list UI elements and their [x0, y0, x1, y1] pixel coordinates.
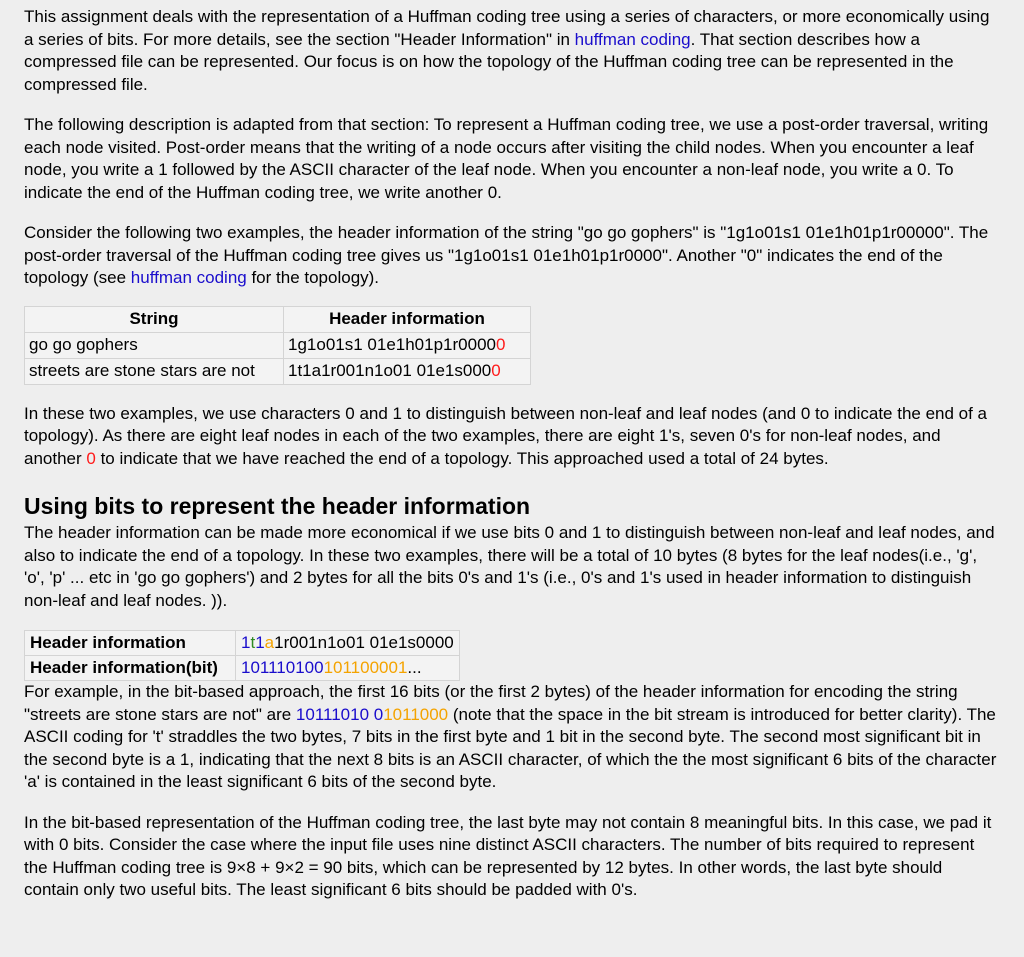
colored-bits: 101100001 [323, 658, 408, 677]
header-end-zero: 0 [495, 334, 506, 354]
header-rest: 1r001n1o01 01e1s0000 [274, 633, 454, 652]
header-main: 1t1a1r001n1o01 01e1s000 [288, 360, 492, 380]
bits-table [24, 630, 460, 681]
header-end-zero: 0 [491, 360, 501, 380]
leaf-text-end: to indicate that we have reached the end of a topology. This approached used a total of 24 bytes. [95, 448, 829, 468]
padding-paragraph: In the bit-based representation of the Huffman coding tree, the last byte may not contain 8 meaningful bits. In this case, we pad it with 0 bits. Consider the case where the input file uses nine distinct ASCII characters. The number of bits required to represent the Huffman coding tree is 9×8 + 9×2 = 90 bits, which can be represented by 12 bytes. In other words, the last byte should contain only two useful bits. The least significant 6 bits should be padded with 0's. [24, 812, 992, 899]
examples-text: Consider the following two examples, the header information of the string "go go gophers" is "1g1o01s1 01e1h01p1r00000". The post-order traversal of the Huffman coding tree gives us "1g1o01s1 01e1h01p1r0000". Another "0" indicates the end of the topology (see [24, 223, 989, 287]
blue-bits: 10111010 0 [295, 704, 384, 724]
orange-bits: 1011000 [383, 704, 449, 724]
column-header-string: String [25, 306, 284, 332]
header-main: 1g1o01s1 01e1h01p1r0000 [288, 334, 496, 354]
colored-bit: 1 [241, 633, 251, 652]
table-cell-string: go go gophers [25, 332, 284, 358]
examples-table [24, 306, 531, 385]
table-row [25, 656, 460, 681]
colored-char: a [264, 633, 275, 652]
table-cell-header [284, 332, 531, 358]
intro-paragraph [24, 6, 1000, 96]
ellipsis: ... [407, 658, 422, 677]
column-header-header-info: Header information [284, 306, 531, 332]
table-header-row [25, 306, 531, 332]
highlight-zero: 0 [86, 448, 96, 468]
colored-bit: 1 [255, 633, 265, 652]
section-heading: Using bits to represent the header information [24, 493, 531, 519]
table-cell-string: streets are stone stars are not [25, 358, 284, 384]
bit-example-paragraph [24, 681, 1000, 794]
examples-text-end: for the topology). [246, 268, 380, 287]
row-value-header-bits [236, 656, 460, 681]
colored-char: t [250, 633, 256, 652]
bits-paragraph: The header information can be made more economical if we use bits 0 and 1 to distinguish between non-leaf and leaf nodes, and also to indicate the end of a topology. In these two examples, there will be a total of 10 bytes (8 bytes for the leaf nodes(i.e., 'g', 'o', 'p' ... etc in 'go go gophers') and 2 bytes for all the bits 0's and 1's (i.e., 0's and 1's used in header information to distinguish non-leaf and leaf nodes. )). [24, 523, 995, 610]
huffman-coding-link[interactable]: huffman coding [574, 29, 691, 49]
row-label-header-bits: Header information(bit) [25, 656, 236, 681]
leaf-text: In these two examples, we use characters 0 and 1 to distinguish between non-leaf and leaf nodes (and 0 to indicate the end of a topology). As there are eight leaf nodes in each of the two examples, there are eight 1's, seven 0's for non-leaf nodes, and another [24, 403, 988, 468]
leaf-nodes-paragraph [24, 403, 1000, 471]
table-row [25, 358, 531, 384]
colored-bits: 101110100 [241, 658, 324, 677]
huffman-coding-link-2[interactable]: huffman coding [130, 268, 247, 287]
intro-text-end: . That section describes how a compressed file can be represented. Our focus is on how the topology of the Huffman coding tree can be represented in the compressed file. [24, 29, 954, 94]
bit-example-text-end: (note that the space in the bit stream is introduced for better clarity). The ASCII coding for 't' straddles the two bytes, 7 bits in the first byte and 1 bit in the second byte. The second most significant bit in the second byte is a 1, indicating that the next 8 bits is an ASCII character, of which the the most significant 6 bits of the character 'a' is contained in the least significant 6 bits of the second byte. [24, 704, 997, 791]
row-value-header-info [236, 631, 460, 656]
intro-text: This assignment deals with the representation of a Huffman coding tree using a series of characters, or more economically using a series of bits. For more details, see the section "Header Information" in [24, 7, 990, 49]
description-paragraph: The following description is adapted from that section: To represent a Huffman coding tree, we use a post-order traversal, writing each node visited. Post-order means that the writing of a node occurs after visiting the child nodes. When you encounter a leaf node, you write a 1 followed by the ASCII character of the leaf node. When you encounter a non-leaf node, you write a 0. To indicate the end of the Huffman coding tree, we write another 0. [24, 115, 989, 202]
table-row [25, 631, 460, 656]
table-row [25, 332, 531, 358]
row-label-header-info: Header information [25, 631, 236, 656]
bit-example-text: For example, in the bit-based approach, the first 16 bits (or the first 2 bytes) of the header information for encoding the string "streets are stone stars are not" are [24, 682, 958, 724]
table-cell-header [284, 358, 531, 384]
examples-paragraph [24, 222, 1000, 290]
